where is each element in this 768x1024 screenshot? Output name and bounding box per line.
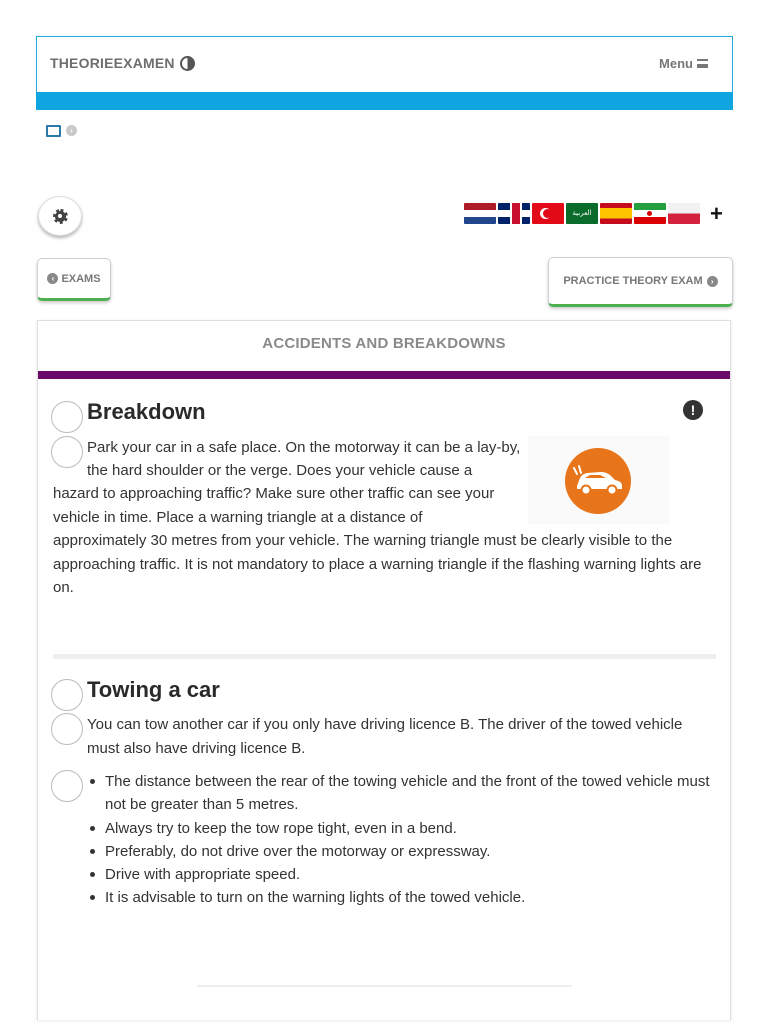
- section-title-towing: Towing a car: [87, 677, 220, 702]
- paragraph-radio-towing[interactable]: [51, 713, 83, 745]
- flag-poland-icon[interactable]: [668, 203, 700, 224]
- practice-theory-exam-button[interactable]: [548, 257, 733, 307]
- header-accent-bar: [36, 92, 733, 110]
- flag-netherlands-icon[interactable]: [464, 203, 496, 224]
- section-divider: [53, 654, 716, 659]
- brand-name[interactable]: THEORIEEXAMEN: [50, 55, 175, 71]
- card-title: ACCIDENTS AND BREAKDOWNS: [262, 335, 506, 352]
- practice-label: PRACTICE THEORY EXAM: [563, 275, 703, 287]
- section-title-breakdown: Breakdown: [87, 399, 206, 424]
- language-selector: [464, 203, 723, 224]
- breakdown-text-line-2: the hard shoulder or the verge. Does your vehicle cause a: [87, 462, 473, 479]
- site-logo[interactable]: [50, 55, 195, 71]
- list-item: Always try to keep the tow rope tight, even in a bend.: [88, 817, 713, 840]
- breakdown-text-continued: approximately 30 metres from your vehicle. The warning triangle must be clearly visible to the approaching traffic. It is not mandatory to place a warning triangle if the flashing warning lights are on.: [53, 532, 702, 596]
- flag-turkey-icon[interactable]: [532, 203, 564, 224]
- settings-button[interactable]: [38, 196, 82, 236]
- menu-label: Menu: [659, 56, 693, 71]
- towing-intro-text: You can tow another car if you only have driving licence B. The driver of the towed vehicle must also have driving licence B.: [87, 716, 683, 757]
- towing-rules-list: [88, 770, 713, 910]
- paragraph-radio-breakdown[interactable]: [51, 436, 83, 468]
- gear-icon: [55, 211, 66, 222]
- exams-label: EXAMS: [61, 272, 101, 285]
- list-item: Preferably, do not drive over the motorway or expressway.: [88, 840, 713, 863]
- section-radio-breakdown[interactable]: [51, 401, 83, 433]
- breakdown-illustration: [528, 436, 670, 524]
- exclamation-icon[interactable]: !: [683, 400, 703, 420]
- list-item: The distance between the rear of the towing vehicle and the front of the towed vehicle must not be greater than 5 metres.: [88, 770, 713, 817]
- car-breakdown-icon: [565, 448, 631, 514]
- circle-arrow-left-icon: ‹: [47, 273, 58, 284]
- hamburger-icon: [697, 59, 708, 68]
- list-item: It is advisable to turn on the warning lights of the towed vehicle.: [88, 886, 713, 909]
- list-radio-towing[interactable]: [51, 770, 83, 802]
- top-navbar: [36, 36, 733, 92]
- book-icon[interactable]: [46, 125, 61, 137]
- flag-spain-icon[interactable]: [600, 203, 632, 224]
- circle-arrow-right-icon: ›: [707, 276, 718, 287]
- lesson-card: [37, 320, 731, 1020]
- flag-uk-icon[interactable]: [498, 203, 530, 224]
- exams-button[interactable]: [37, 258, 111, 301]
- chevron-right-icon: ›: [66, 125, 77, 136]
- section-accent-bar: [38, 371, 730, 379]
- section-radio-towing[interactable]: [51, 679, 83, 711]
- contrast-icon[interactable]: [180, 56, 195, 71]
- menu-button[interactable]: [659, 56, 708, 71]
- footer-divider: [197, 985, 572, 987]
- breakdown-text-line-3: hazard to approaching traffic? Make sure other traffic can see your: [53, 485, 495, 502]
- breakdown-text-line-1: Park your car in a safe place. On the motorway it can be a lay-by,: [87, 439, 521, 456]
- breakdown-text-line-4: vehicle in time. Place a warning triangle at a distance of: [53, 509, 423, 526]
- list-item: Drive with appropriate speed.: [88, 863, 713, 886]
- add-language-plus-icon[interactable]: +: [710, 201, 723, 226]
- flag-saudi-arabia-icon[interactable]: العربية: [566, 203, 598, 224]
- flag-iran-icon[interactable]: [634, 203, 666, 224]
